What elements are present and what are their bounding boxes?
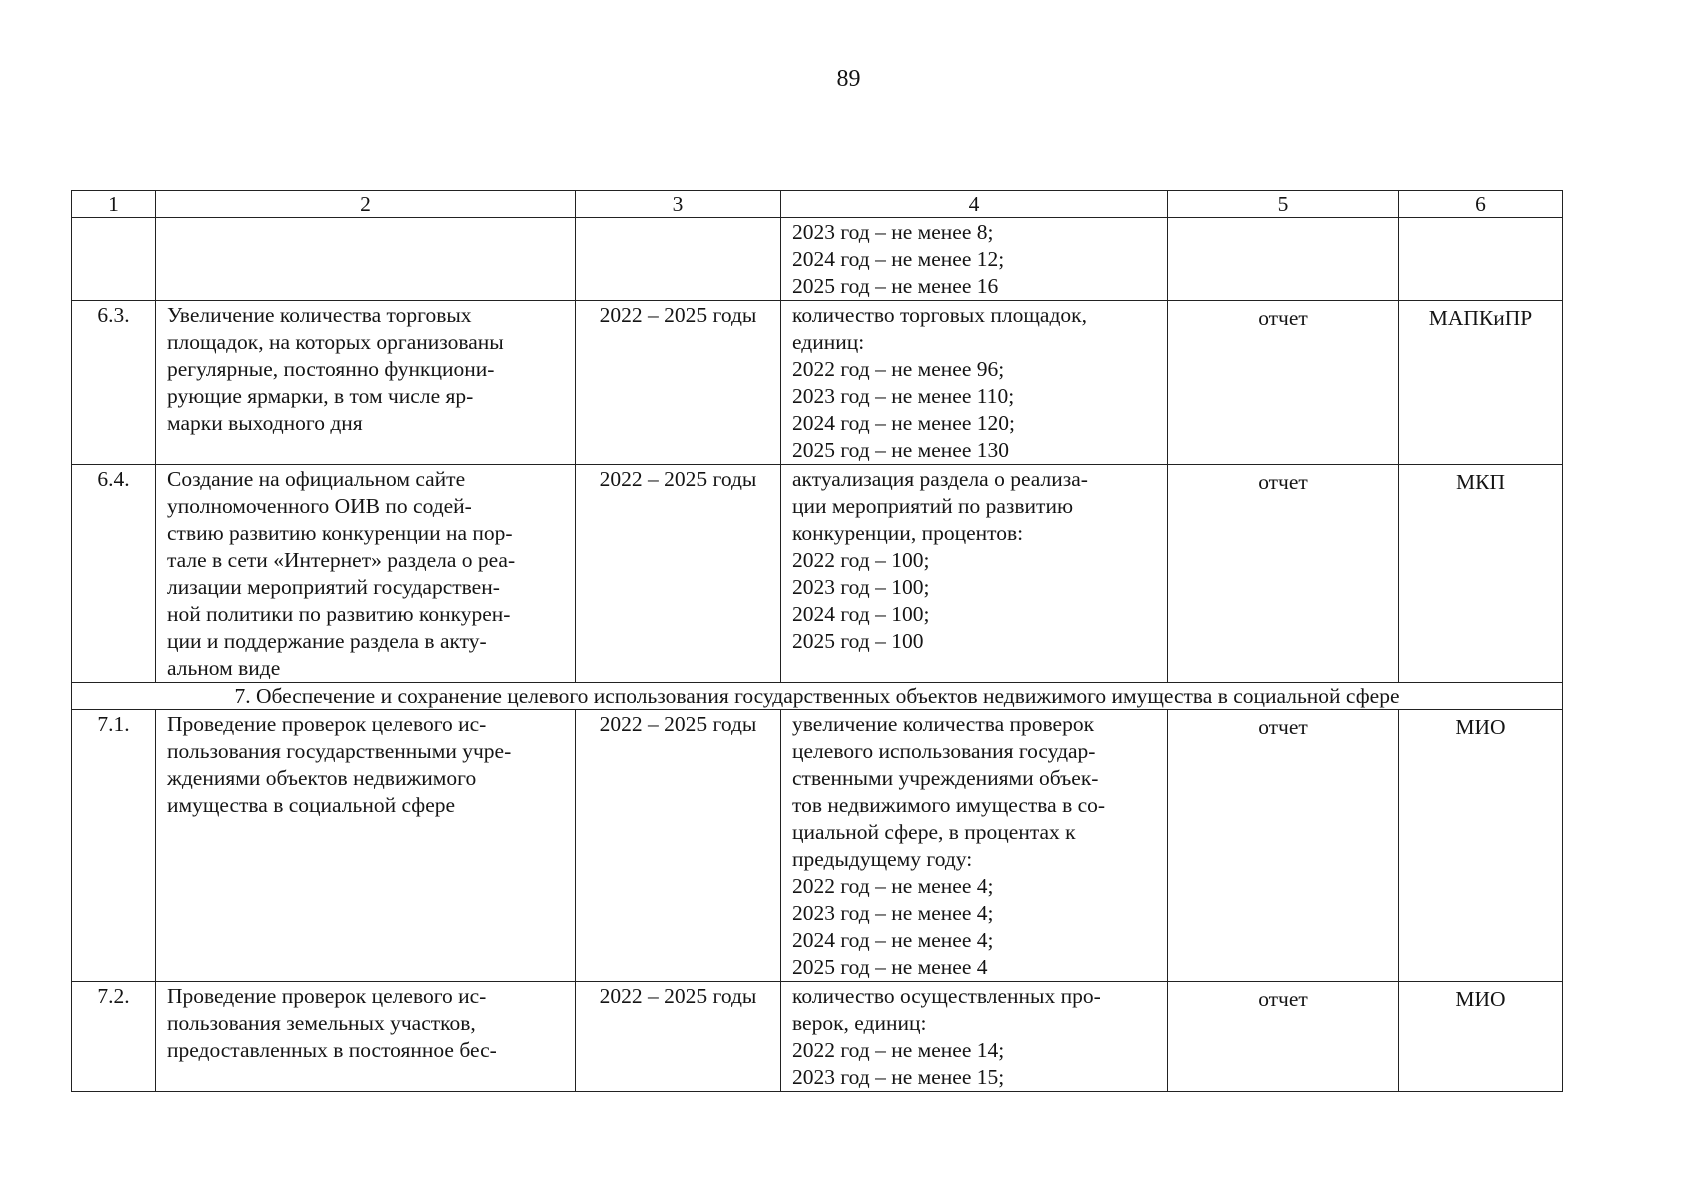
indicator-line: 2023 год – не менее 110; [792, 384, 1015, 408]
indicator-line: 2023 год – 100; [792, 575, 930, 599]
measure-line: рующие ярмарки, в том числе яр- [167, 384, 474, 408]
indicator-line: 2025 год – не менее 16 [792, 274, 999, 298]
measure-line: предоставленных в постоянное бес- [167, 1038, 497, 1062]
indicator-line: верок, единиц: [792, 1011, 927, 1035]
cell-period: 2022 – 2025 годы [576, 301, 781, 465]
indicator-line: 2022 год – не менее 96; [792, 357, 1005, 381]
measure-line: ной политики по развитию конкурен- [167, 602, 511, 626]
indicator-line: ственными учреждениями объек- [792, 766, 1099, 790]
table-row-7-1 [72, 710, 1563, 982]
section-title: 7. Обеспечение и сохранение целевого использования государственных объектов недвижимого имущества в социальной сфере [72, 683, 1563, 710]
measure-line: альном виде [167, 656, 281, 680]
cell-measure [156, 710, 576, 982]
indicator-line: 2024 год – не менее 12; [792, 247, 1005, 271]
table-row-6-3 [72, 301, 1563, 465]
measure-line: ции и поддержание раздела в акту- [167, 629, 487, 653]
indicator-line: целевого использования государ- [792, 739, 1096, 763]
measure-line: ждениями объектов недвижимого [167, 766, 477, 790]
cell-measure [156, 218, 576, 301]
cell-indicator [781, 982, 1168, 1092]
cell-measure [156, 982, 576, 1092]
cell-indicator [781, 465, 1168, 683]
table-row-7-2 [72, 982, 1563, 1092]
indicator-line: 2022 год – не менее 14; [792, 1038, 1005, 1062]
indicator-line: 2025 год – не менее 130 [792, 438, 1010, 462]
cell-report: отчет [1168, 982, 1399, 1092]
cell-indicator [781, 301, 1168, 465]
cell-measure [156, 465, 576, 683]
indicator-line: 2022 год – 100; [792, 548, 930, 572]
indicator-line: 2025 год – не менее 4 [792, 955, 988, 979]
cell-num: 7.1. [72, 710, 156, 982]
indicator-line: увеличение количества проверок [792, 712, 1095, 736]
column-header-5: 5 [1168, 191, 1399, 218]
measure-line: Создание на официальном сайте [167, 467, 466, 491]
indicator-line: 2024 год – не менее 120; [792, 411, 1015, 435]
cell-report: отчет [1168, 465, 1399, 683]
cell-num: 6.3. [72, 301, 156, 465]
indicator-line: тов недвижимого имущества в со- [792, 793, 1106, 817]
section-header-row [72, 683, 1563, 710]
cell-measure [156, 301, 576, 465]
measure-line: лизации мероприятий государствен- [167, 575, 500, 599]
indicator-line: 2023 год – не менее 15; [792, 1065, 1005, 1089]
indicator-line: актуализация раздела о реализа- [792, 467, 1088, 491]
indicator-line: 2023 год – не менее 4; [792, 901, 994, 925]
table-row-continuation [72, 218, 1563, 301]
cell-indicator [781, 710, 1168, 982]
cell-num: 7.2. [72, 982, 156, 1092]
cell-num [72, 218, 156, 301]
column-header-6: 6 [1399, 191, 1563, 218]
measure-line: имущества в социальной сфере [167, 793, 456, 817]
cell-period: 2022 – 2025 годы [576, 982, 781, 1092]
measure-line: тале в сети «Интернет» раздела о реа- [167, 548, 516, 572]
cell-report [1168, 218, 1399, 301]
measure-line: площадок, на которых организованы [167, 330, 504, 354]
measure-line: ствию развитию конкуренции на пор- [167, 521, 513, 545]
cell-responsible: МКП [1399, 465, 1563, 683]
cell-num: 6.4. [72, 465, 156, 683]
indicator-line: конкуренции, процентов: [792, 521, 1024, 545]
table-row-6-4 [72, 465, 1563, 683]
column-header-1: 1 [72, 191, 156, 218]
column-header-4: 4 [781, 191, 1168, 218]
measure-line: пользования земельных участков, [167, 1011, 476, 1035]
table-header-row [72, 191, 1563, 218]
measure-line: пользования государственными учре- [167, 739, 512, 763]
measure-line: Проведение проверок целевого ис- [167, 984, 487, 1008]
indicator-line: ции мероприятий по развитию [792, 494, 1074, 518]
measure-line: Увеличение количества торговых [167, 303, 472, 327]
cell-responsible [1399, 218, 1563, 301]
indicator-line: циальной сфере, в процентах к [792, 820, 1076, 844]
cell-indicator [781, 218, 1168, 301]
cell-responsible: МАПКиПР [1399, 301, 1563, 465]
indicator-line: количество торговых площадок, [792, 303, 1087, 327]
indicator-line: единиц: [792, 330, 865, 354]
measures-table [71, 190, 1563, 1092]
page-number: 89 [836, 66, 861, 92]
indicator-line: 2024 год – 100; [792, 602, 930, 626]
indicator-line: предыдущему году: [792, 847, 973, 871]
cell-report: отчет [1168, 301, 1399, 465]
column-header-2: 2 [156, 191, 576, 218]
indicator-line: 2022 год – не менее 4; [792, 874, 994, 898]
cell-responsible: МИО [1399, 982, 1563, 1092]
measure-line: Проведение проверок целевого ис- [167, 712, 487, 736]
measure-line: регулярные, постоянно функциони- [167, 357, 495, 381]
measure-line: уполномоченного ОИВ по содей- [167, 494, 472, 518]
indicator-line: 2025 год – 100 [792, 629, 924, 653]
cell-period: 2022 – 2025 годы [576, 465, 781, 683]
cell-period: 2022 – 2025 годы [576, 710, 781, 982]
cell-report: отчет [1168, 710, 1399, 982]
indicator-line: 2023 год – не менее 8; [792, 220, 994, 244]
cell-period [576, 218, 781, 301]
cell-responsible: МИО [1399, 710, 1563, 982]
indicator-line: количество осуществленных про- [792, 984, 1101, 1008]
indicator-line: 2024 год – не менее 4; [792, 928, 994, 952]
measure-line: марки выходного дня [167, 411, 363, 435]
column-header-3: 3 [576, 191, 781, 218]
